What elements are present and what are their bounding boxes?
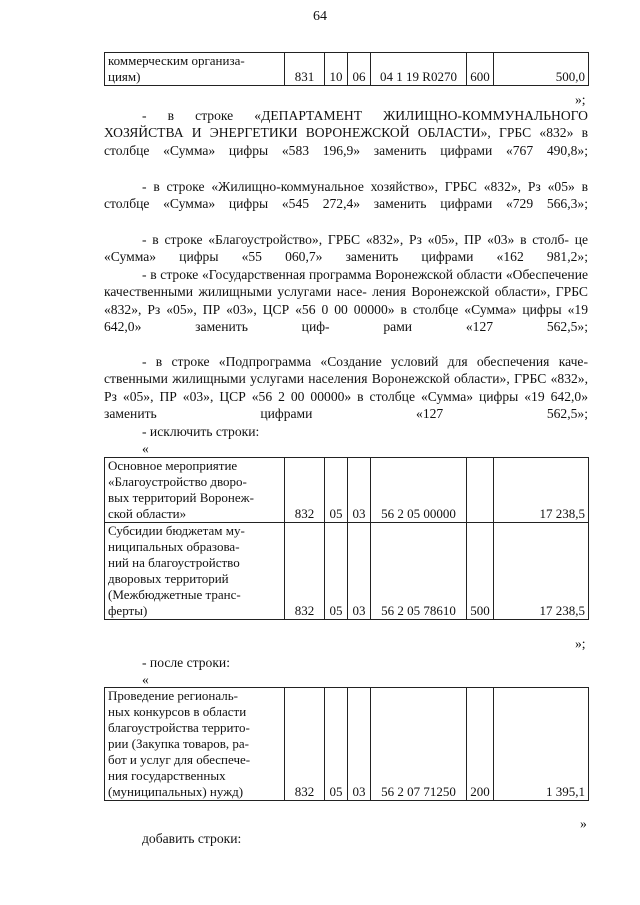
row-name-line: ных конкурсов в области — [108, 704, 247, 719]
grbs-cell: 831 — [285, 53, 325, 86]
sum-cell: 500,0 — [494, 53, 589, 86]
row-name-line: бот и услуг для обеспече- — [108, 752, 251, 767]
paragraph-housing: - в строке «Жилищно-коммунальное хозяйство», ГРБС «832», Рз «05» в столбце «Сумма» цифры «545 272,4» заменить цифрами «729 566,3»; — [104, 179, 588, 212]
row-name-line: Проведение региональ- — [108, 688, 239, 703]
closing-quote-mark: » — [580, 816, 587, 831]
csr-cell: 56 2 07 71250 — [371, 688, 467, 801]
vr-cell — [467, 458, 494, 523]
row-name-line: коммерческим организа- — [108, 53, 245, 68]
table-top-fragment — [104, 52, 589, 86]
row-name-line: благоустройства террито- — [108, 720, 250, 735]
row-name-line: (Межбюджетные транс- — [108, 587, 241, 602]
vr-cell: 500 — [467, 523, 494, 620]
row-name-line: циям) — [108, 69, 141, 84]
grbs-cell: 832 — [285, 458, 325, 523]
opening-quote-mark: « — [142, 672, 149, 687]
row-name-cell — [105, 688, 285, 801]
table-row — [105, 523, 589, 620]
row-name-cell — [105, 53, 285, 86]
table-row — [105, 688, 589, 801]
closing-quote-mark: »; — [575, 636, 586, 651]
rz-cell: 05 — [325, 523, 348, 620]
table-exclude-rows — [104, 457, 589, 620]
pr-cell: 03 — [348, 523, 371, 620]
row-name-line: ний на благоустройство — [108, 555, 240, 570]
row-name-cell — [105, 523, 285, 620]
sum-cell: 17 238,5 — [494, 523, 589, 620]
row-name-line: рии (Закупка товаров, ра- — [108, 736, 249, 751]
rz-cell: 05 — [325, 688, 348, 801]
pr-cell: 03 — [348, 688, 371, 801]
row-name-line: вых территорий Воронеж- — [108, 490, 254, 505]
table-row — [105, 458, 589, 523]
opening-quote-mark: « — [142, 441, 149, 456]
vr-cell: 600 — [467, 53, 494, 86]
grbs-cell: 832 — [285, 688, 325, 801]
paragraph-exclude-rows: - исключить строки: — [142, 424, 260, 439]
row-name-line: «Благоустройство дворо- — [108, 474, 247, 489]
grbs-cell: 832 — [285, 523, 325, 620]
row-name-line: (муниципальных) нужд) — [108, 784, 244, 799]
row-name-line: ния государственных — [108, 768, 226, 783]
row-name-line: ниципальных образова- — [108, 539, 240, 554]
row-name-line: ферты) — [108, 603, 148, 618]
row-name-line: ской области» — [108, 506, 187, 521]
row-name-line: дворовых территорий — [108, 571, 229, 586]
vr-cell: 200 — [467, 688, 494, 801]
paragraph-improvement: - в строке «Благоустройство», ГРБС «832», Рз «05», ПР «03» в столб- це «Сумма» цифры «55 060,7» заменить цифрами «162 981,2»; — [104, 232, 588, 265]
closing-quote-mark: »; — [575, 92, 586, 107]
csr-cell: 56 2 05 78610 — [371, 523, 467, 620]
rz-cell: 05 — [325, 458, 348, 523]
paragraph-add-rows: добавить строки: — [142, 831, 242, 846]
pr-cell: 03 — [348, 458, 371, 523]
row-name-line: Субсидии бюджетам му- — [108, 523, 245, 538]
table-after-row — [104, 687, 589, 801]
paragraph-subprogram: - в строке «Подпрограмма «Создание условий для обеспечения каче- ственными жилищными услугами населения Воронежской области», ГРБС «832», Рз «05», ПР «03», ЦСР «56 2 00 00000» в столбце «Сумма» цифры «19 642,0» заменить цифрами «127 562,5»; — [104, 354, 588, 421]
paragraph-state-program: - в строке «Государственная программа Воронежской области «Обеспечение качественными жилищными услугами насе- ления Воронежской области», ГРБС «832», Рз «05», ПР «03», ЦСР «56 0 00 00000» в столбце «Сумма» цифры «19 642,0» заменить циф- рами «127 562,5»; — [104, 267, 589, 334]
paragraph-department: - в строке «ДЕПАРТАМЕНТ ЖИЛИЩНО-КОММУНАЛЬНОГО ХОЗЯЙСТВА И ЭНЕРГЕТИКИ ВОРОНЕЖСКОЙ ОБЛАСТИ», ГРБС «832» в столбце «Сумма» цифры «583 196,9» заменить цифрами «767 490,8»; — [104, 108, 588, 158]
row-name-line: Основное мероприятие — [108, 458, 238, 473]
pr-cell: 06 — [348, 53, 371, 86]
page-number: 64 — [313, 9, 327, 24]
row-name-cell — [105, 458, 285, 523]
sum-cell: 1 395,1 — [494, 688, 589, 801]
sum-cell: 17 238,5 — [494, 458, 589, 523]
paragraph-after-row: - после строки: — [142, 655, 230, 670]
table-row — [105, 53, 589, 86]
rz-cell: 10 — [325, 53, 348, 86]
csr-cell: 04 1 19 R0270 — [371, 53, 467, 86]
csr-cell: 56 2 05 00000 — [371, 458, 467, 523]
